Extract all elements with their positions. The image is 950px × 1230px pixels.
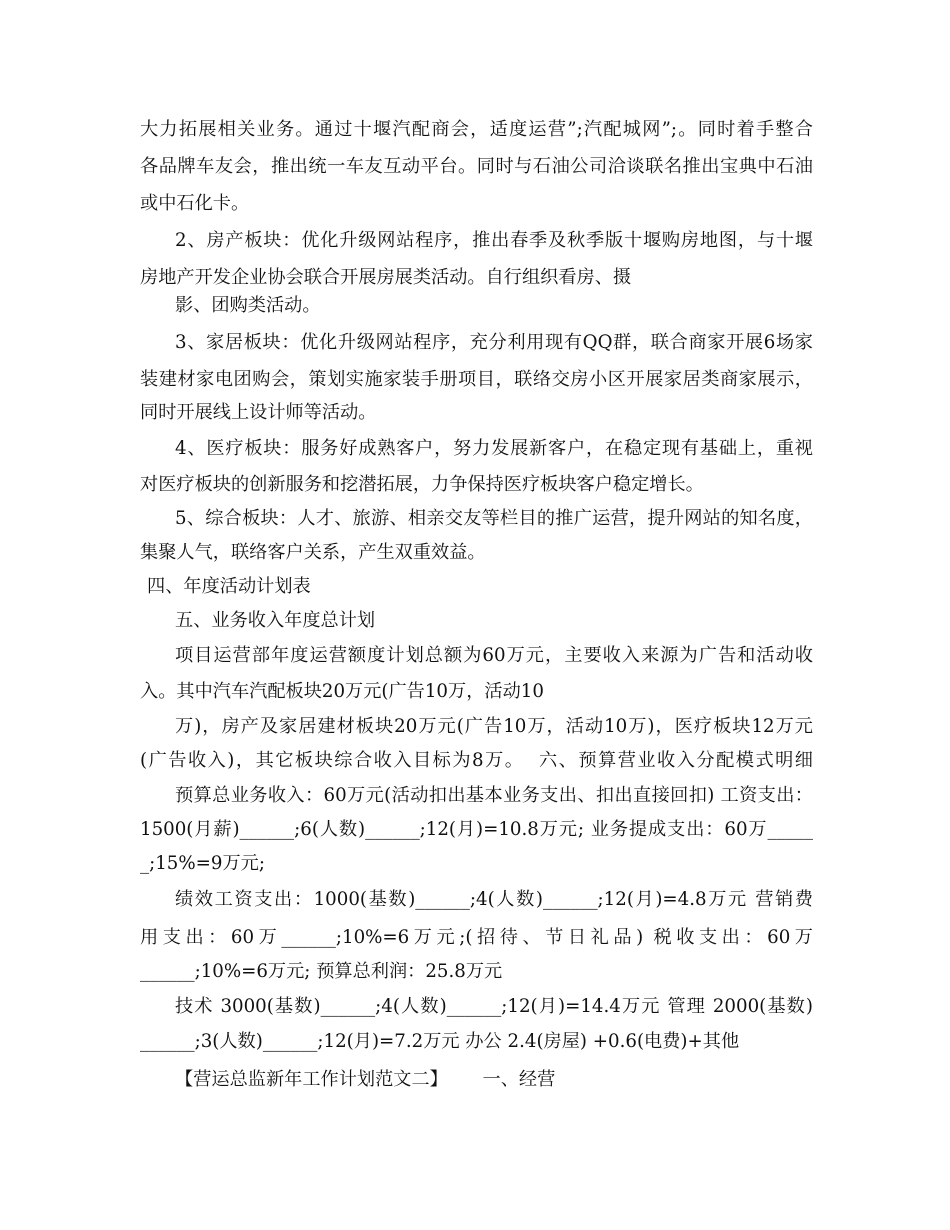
text-line: 装建材家电团购会，策划实施家装手册项目，联络交房小区开展家居类商家展示， (140, 369, 813, 390)
section-heading: 五、业务收入年度总计划 (175, 610, 376, 631)
text-line: 或中石化卡。 (140, 193, 250, 214)
text-line: 各品牌车友会，推出统一车友互动平台。同时与石油公司洽谈联名推出宝典中石油 (140, 156, 813, 177)
text-line: 房地产开发企业协会联合开展房展类活动。自行组织看房、摄 (140, 267, 632, 288)
text-line: 万)，房产及家居建材板块20万元(广告10万，活动10万)，医疗板块12万元 (175, 716, 813, 737)
text-line: 1500(月薪)______;6(人数)______;12(月)=10.8万元; 业务提成支出：60万_____ (140, 819, 813, 840)
text-line: _;15%=9万元; (140, 853, 265, 874)
text-line: 对医疗板块的创新服务和挖潜拓展，力争保持医疗板块客户稳定增长。 (140, 474, 704, 495)
text-line: 集聚人气，联络客户关系，产生双重效益。 (140, 542, 486, 563)
section-heading: 【营运总监新年工作计划范文二】 一、经营 (175, 1069, 556, 1090)
text-line: ______;10%=6万元; 预算总利润：25.8万元 (140, 961, 503, 982)
text-line: 同时开展线上设计师等活动。 (140, 402, 377, 423)
text-line: 技术 3000(基数)______;4(人数)______;12(月)=14.4万元 管理 2000(基数) (175, 996, 813, 1017)
text-line: 大力拓展相关业务。通过十堰汽配商会，适度运营”;汽配城网”;。同时着手整合 (140, 119, 813, 140)
text-line: 3、家居板块：优化升级网站程序，充分利用现有QQ群，联合商家开展6场家 (175, 332, 813, 353)
text-line: 入。其中汽车汽配板块20万元(广告10万，活动10 (140, 681, 544, 702)
text-line: 2、房产板块：优化升级网站程序，推出春季及秋季版十堰购房地图，与十堰 (175, 230, 813, 251)
section-heading: 四、年度活动计划表 (147, 576, 311, 597)
text-line: ______;3(人数)______;12(月)=7.2万元 办公 2.4(房屋) +0.6(电费)+其他 (140, 1031, 740, 1052)
text-line: 项目运营部年度运营额度计划总额为60万元，主要收入来源为广告和活动收 (175, 645, 813, 666)
text-line: 预算总业务收入：60万元(活动扣出基本业务支出、扣出直接回扣) 工资支出： (175, 785, 813, 806)
text-line: 影、团购类活动。 (175, 295, 321, 316)
text-line: 绩效工资支出：1000(基数)______;4(人数)______;12(月)=4.8万元 营销费 (175, 889, 813, 910)
text-line: 5、综合板块：人才、旅游、相亲交友等栏目的推广运营，提升网站的知名度， (175, 508, 813, 529)
text-line: 4、医疗板块：服务好成熟客户，努力发展新客户，在稳定现有基础上，重视 (175, 438, 813, 459)
text-line: 用支出：60万______;10%=6万元;(招待、节日礼品) 税收支出：60万 (140, 927, 813, 948)
text-line: (广告收入)，其它板块综合收入目标为8万。 六、预算营业收入分配模式明细 (140, 750, 813, 771)
